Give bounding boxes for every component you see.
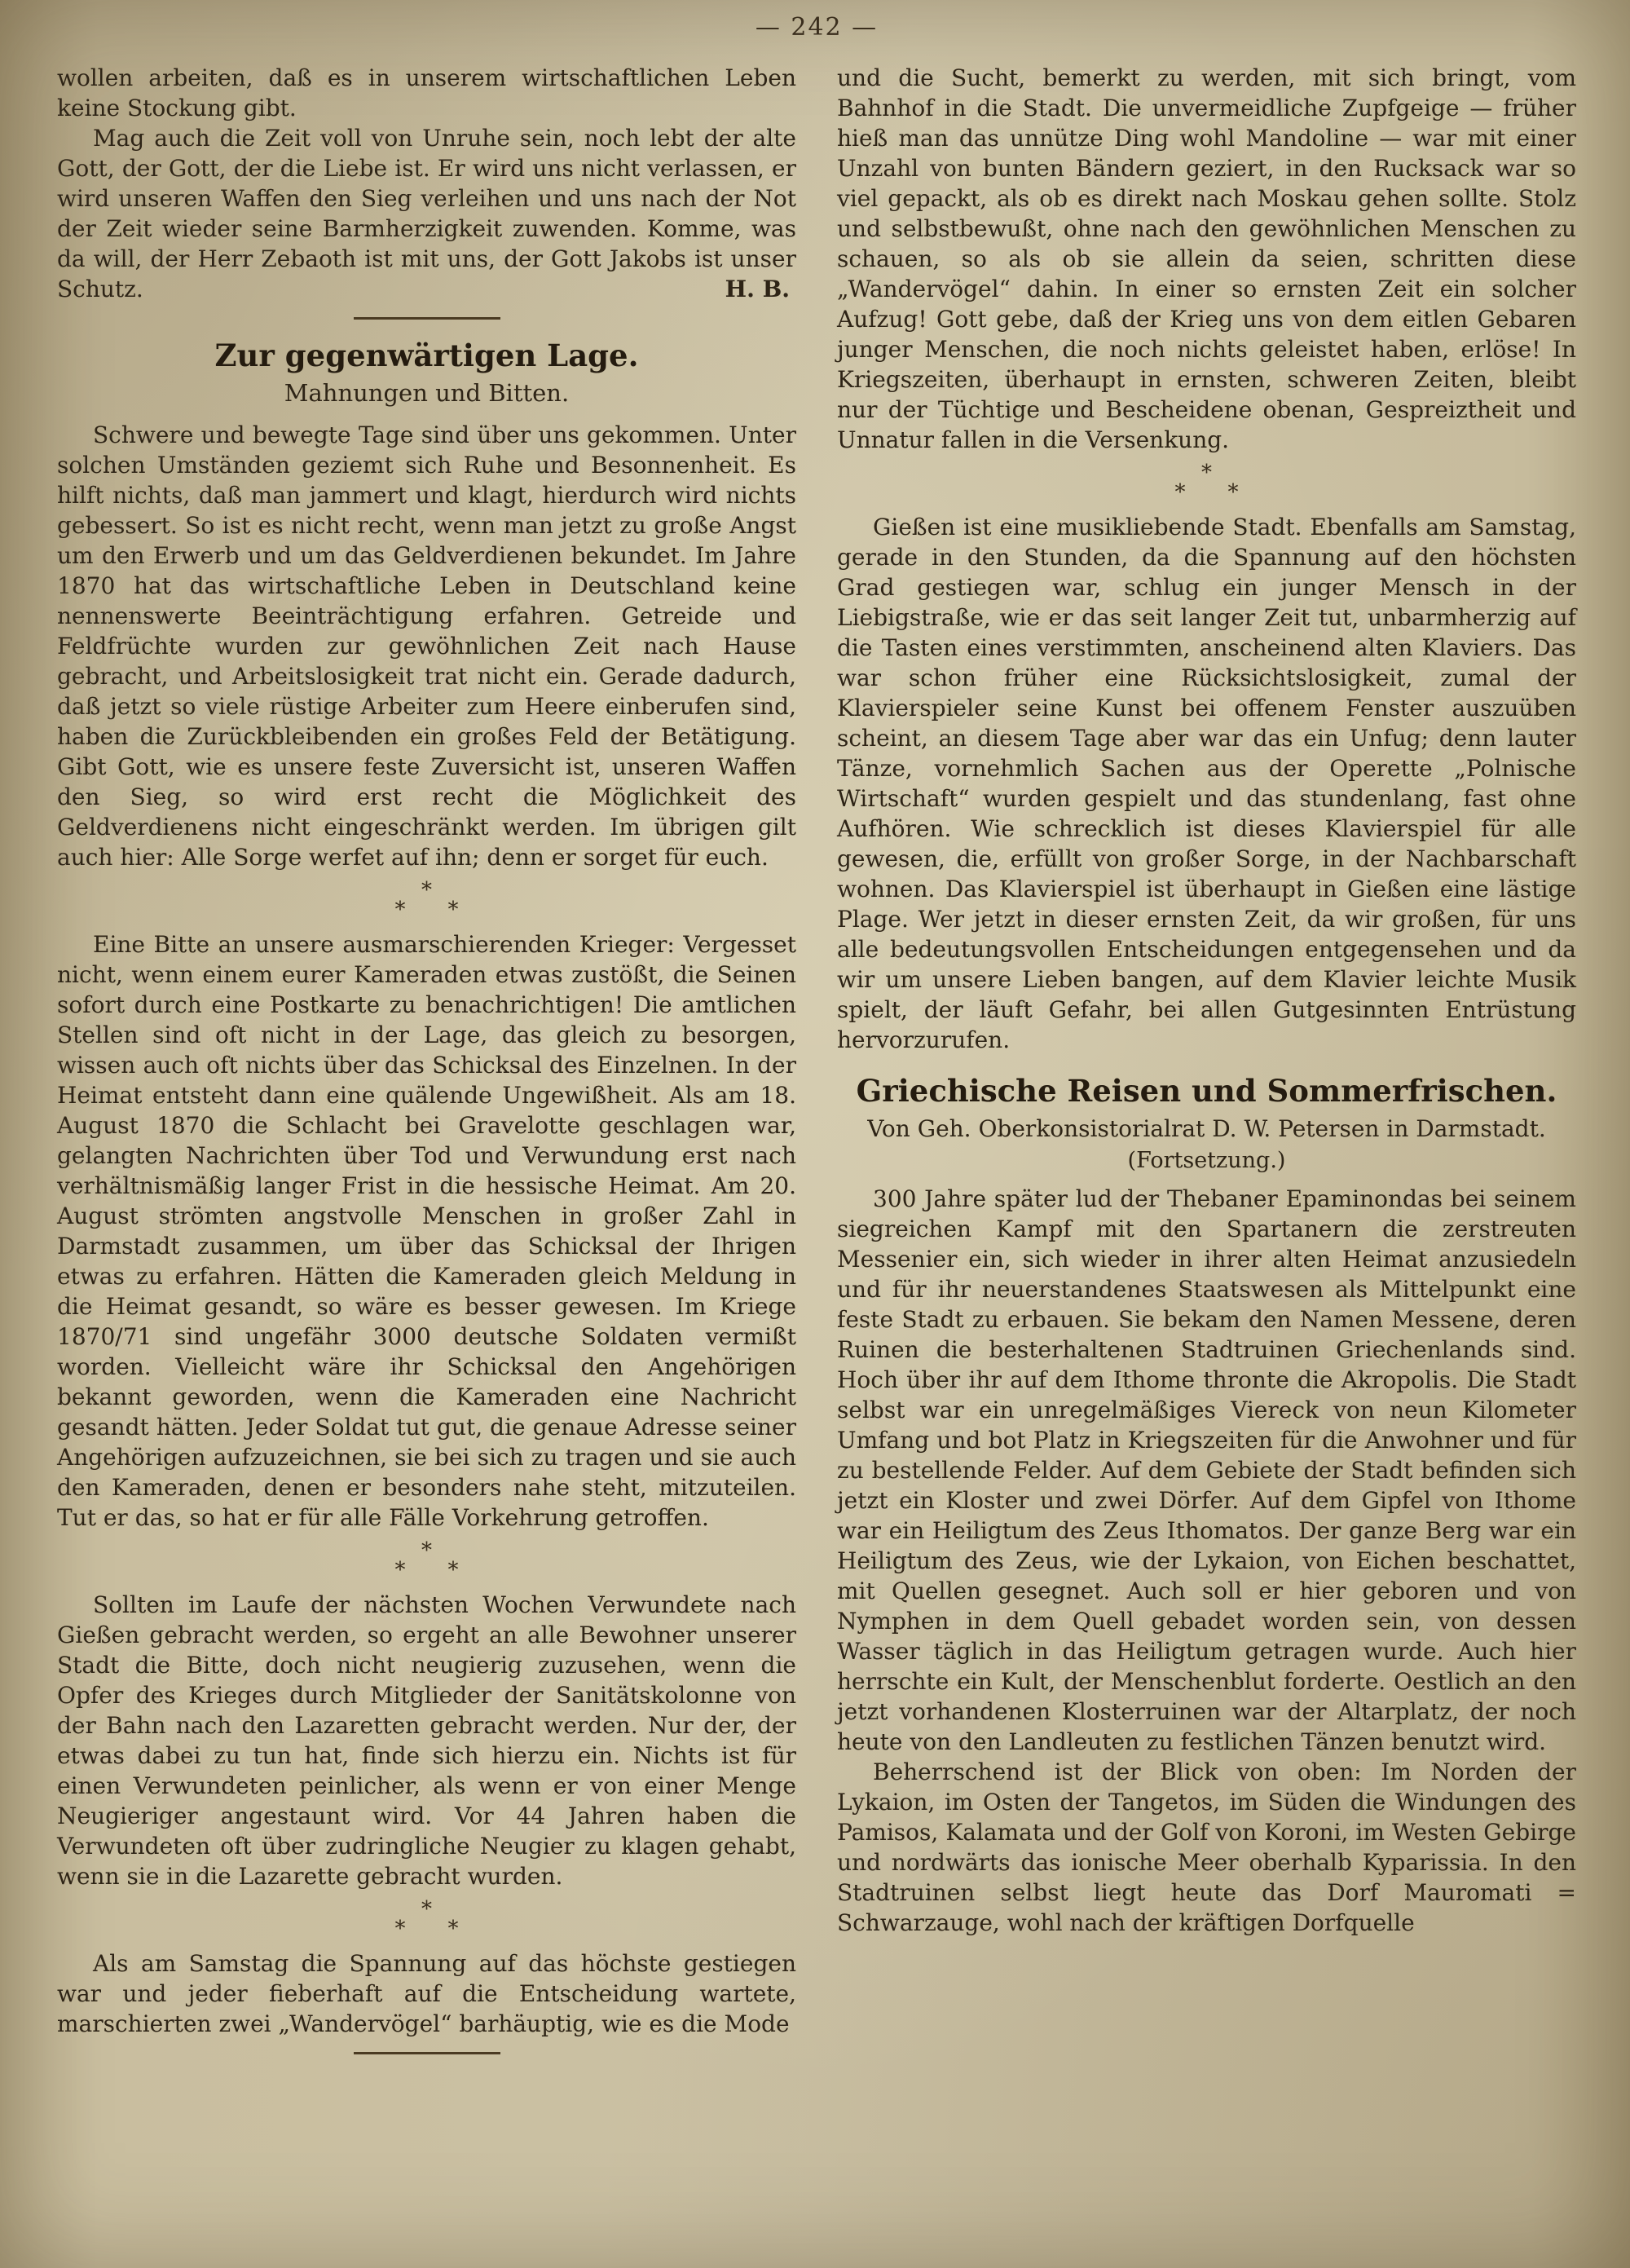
asterism-bottom: * * <box>1174 480 1239 505</box>
paragraph: Sollten im Laufe der nächsten Wochen Verwundete nach Gießen gebracht werden, so ergeht an alle Bewohner unserer Stadt die Bitte, doch nicht neugierig zuzusehen, wenn die Opfer des Krieges durch Mitglieder der Sanitätskolonne von der Bahn nach den Lazaretten gebracht werden. Nur der, der etwas dabei zu tun hat, finde sich hierzu ein. Nichts ist für einen Verwundeten peinlicher, als wenn er von einer Menge Neugieriger angestaunt wird. Vor 44 Jahren haben die Verwundeten oft über zudringliche Neugier zu klagen gehabt, wenn sie in die Lazarette gebracht wurden. <box>57 1591 796 1890</box>
left-column <box>57 63 796 2066</box>
asterism-top: * <box>421 1897 432 1922</box>
article-title-lage: Zur gegenwärtigen Lage. <box>214 338 639 373</box>
paragraph: Gießen ist eine musikliebende Stadt. Ebenfalls am Samstag, gerade in den Stunden, da die Spannung auf den höchsten Grad gestiegen war, schlug ein junger Mensch in der Liebigstraße, wie er das seit langer Zeit tut, unbarmherzig auf die Tasten eines verstimmten, anscheinend alten Klaviers. Das war schon früher eine Rücksichtslosigkeit, zumal der Klavierspieler seine Kunst bei offenem Fenster auszuüben scheint, an diesem Tage aber war das ein Unfug; denn lauter Tänze, vornehmlich Sachen aus der Operette „Polnische Wirtschaft“ wurden gespielt und das stundenlang, fast ohne Aufhören. Wie schrecklich ist dieses Klavierspiel für alle gewesen, die, erfüllt von großer Sorge, in der Nachbarschaft wohnen. Das Klavierspiel ist überhaupt in Gießen eine lästige Plage. Wer jetzt in dieser ernsten Zeit, da wir großen, für uns alle bedeutungsvollen Entscheidungen entgegensehen und da wir um unsere Lieben bangen, auf dem Klavier leichte Musik spielt, der läuft Gefahr, bei allen Gutgesinnten Entrüstung hervorzurufen. <box>837 514 1576 1053</box>
asterism-top: * <box>421 878 432 902</box>
right-column <box>837 63 1576 2066</box>
article-title-griechische-reisen: Griechische Reisen und Sommerfrischen. <box>856 1073 1557 1109</box>
asterism-separator <box>57 1897 796 1941</box>
asterism-top: * <box>1201 461 1212 485</box>
asterism-bottom: * * <box>394 1917 459 1941</box>
paragraph-continuation: und die Sucht, bemerkt zu werden, mit sich bringt, vom Bahnhof in die Stadt. Die unvermeidliche Zupfgeige — früher hieß man das unnütze Ding wohl Mandoline — war mit einer Unzahl von bunten Bändern geziert, in den Rucksack war so viel gepackt, als ob es direkt nach Moskau gehen sollte. Stolz und selbstbewußt, ohne nach den gewöhnlichen Menschen zu schauen, so als ob sie allein da seien, schritten diese „Wandervögel“ dahin. In einer so ernsten Zeit ein solcher Aufzug! Gott gebe, daß der Krieg uns von dem eitlen Gebaren junger Menschen, die noch nichts geleistet haben, erlöse! In Kriegszeiten, überhaupt in ernsten, schweren Zeiten, bleibt nur der Tüchtige und Bescheidene obenan, Gespreiztheit und Unnatur fallen in die Versenkung. <box>837 64 1576 453</box>
article-byline: Von Geh. Oberkonsistorialrat D. W. Petersen in Darmstadt. <box>867 1115 1546 1142</box>
paragraph: Beherrschend ist der Blick von oben: Im Norden der Lykaion, im Osten der Tangetos, im Süden die Windungen des Pamisos, Kalamata und der Golf von Koroni, im Westen Gebirge und nordwärts das ionische Meer oberhalb Kyparissia. In den Stadtruinen selbst liegt heute das Dorf Mauromati = Schwarzauge, wohl nach der kräftigen Dorfquelle <box>837 1758 1576 1936</box>
article-subtitle-lage: Mahnungen und Bitten. <box>284 379 570 407</box>
asterism-bottom: * * <box>394 1558 459 1582</box>
asterism-top: * <box>421 1538 432 1563</box>
asterism-separator <box>57 880 796 920</box>
paragraph: 300 Jahre später lud der Thebaner Epaminondas bei seinem siegreichen Kampf mit den Spartanern die zerstreuten Messenier ein, sich wieder in ihrer alten Heimat anzusiedeln und für ihr neuerstandenes Staatswesen als Mittelpunkt eine feste Stadt zu erbauen. Sie bekam den Namen Messene, deren Ruinen die besterhaltenen Stadtruinen Griechenlands sind. Hoch über ihr auf dem Ithome thronte die Akropolis. Die Stadt selbst war ein unregelmäßiges Viereck von neun Kilometer Umfang und bot Platz in Kriegszeiten für die Anwohner und für zu bestellende Felder. Auf dem Gebiete der Stadt befinden sich jetzt ein Kloster und zwei Dörfer. Auf dem Gipfel von Ithome war ein Heiligtum des Zeus Ithomatos. Der ganze Berg war ein Heiligtum des Zeus, wie der Lykaion, von Eichen beschattet, mit Quellen gesegnet. Auch soll er hier geboren und von Nymphen in dem Quell gebadet worden sein, von dessen Wasser täglich in das Heiligtum getragen wurde. Auch hier herrschte ein Kult, der Menschenblut forderte. Oestlich an den jetzt vorhandenen Klosterruinen war der Altarplatz, der noch heute von den Landleuten zu festlichen Tänzen benutzt wird. <box>837 1185 1576 1755</box>
paragraph-god <box>57 123 796 304</box>
two-column-layout <box>57 63 1576 2066</box>
paragraph: Als am Samstag die Spannung auf das höchste gestiegen war und jeder fieberhaft auf die Entscheidung wartete, marschierten zwei „Wandervögel“ barhäuptig, wie es die Mode <box>57 1950 796 2037</box>
asterism-separator <box>837 461 1576 505</box>
article-continuation-note: (Fortsetzung.) <box>1127 1148 1286 1173</box>
paragraph-text: Mag auch die Zeit voll von Unruhe sein, noch lebt der alte Gott, der Gott, der die Liebe ist. Er wird uns nicht verlassen, er wird unseren Waffen den Sieg verleihen und uns nach der Not der Zeit wieder seine Barmherzigkeit zuwenden. Komme, was da will, der Herr Zebaoth ist mit uns, der Gott Jakobs ist unser Schutz. <box>57 125 796 302</box>
paragraph: Eine Bitte an unsere ausmarschierenden Krieger: Vergesset nicht, wenn einem eurer Kameraden etwas zustößt, die Seinen sofort durch eine Postkarte zu benachrichtigen! Die amtlichen Stellen sind oft nicht in der Lage, das gleich zu besorgen, wissen auch oft nichts über das Schicksal des Einzelnen. In der Heimat entsteht dann eine quälende Ungewißheit. Als am 18. August 1870 die Schlacht bei Gravelotte geschlagen war, gelangten Nachrichten über Tod und Verwundung erst nach verhältnismäßig langer Frist in die hessische Heimat. Am 20. August strömten angstvolle Menschen in großer Zahl in Darmstadt zusammen, um über das Schicksal der Ihrigen etwas zu erfahren. Hätten die Kameraden gleich Meldung in die Heimat gesandt, so wäre es besser gewesen. Im Kriege 1870/71 sind ungefähr 3000 deutsche Soldaten vermißt worden. Vielleicht wäre ihr Schicksal den Angehörigen bekannt geworden, wenn die Kameraden eine Nachricht gesandt hätten. Jeder Soldat tut gut, die genaue Adresse seiner Angehörigen aufzuzeichnen, sie bei sich zu tragen und sie auch den Kameraden, denen er besonders nahe steht, mitzuteilen. Tut er das, so hat er für alle Fälle Vorkehrung getroffen. <box>57 931 796 1531</box>
asterism-separator <box>57 1538 796 1582</box>
section-divider-rule <box>354 317 500 320</box>
paragraph: Schwere und bewegte Tage sind über uns gekommen. Unter solchen Umständen geziemt sich Ruhe und Besonnenheit. Es hilft nichts, daß man jammert und klagt, hierdurch wird nichts gebessert. So ist es nicht recht, wenn man jetzt zu große Angst um den Erwerb und um das Geldverdienen bekundet. Im Jahre 1870 hat das wirtschaftliche Leben in Deutschland keine nennenswerte Beeinträchtigung erfahren. Getreide und Feldfrüchte wurden zur gewöhnlichen Zeit nach Hause gebracht, und Arbeitslosigkeit trat nicht ein. Gerade dadurch, daß jetzt so viele rüstige Arbeiter zum Heere einberufen sind, haben die Zurückbleibenden ein großes Feld der Betätigung. Gibt Gott, wie es unsere feste Zuversicht ist, unseren Waffen den Sieg, so wird erst recht die Möglichkeit des Geldverdienens nicht eingeschränkt werden. Im übrigen gilt auch hier: Alle Sorge werfet auf ihn; denn er sorget für euch. <box>57 421 796 871</box>
paragraph-continuation: wollen arbeiten, daß es in unserem wirtschaftlichen Leben keine Stockung gibt. <box>57 64 796 121</box>
author-initials: H. B. <box>725 276 790 302</box>
bottom-divider-rule <box>354 2052 500 2054</box>
asterism-bottom: * * <box>394 898 459 922</box>
page-number: — 242 — <box>755 13 879 42</box>
